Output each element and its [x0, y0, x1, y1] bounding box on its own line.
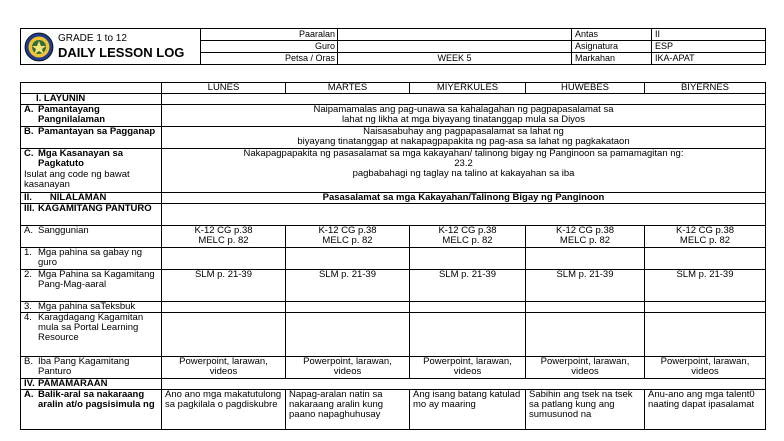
- pamantayan-pagganap-row: [21, 127, 766, 149]
- balik-aral-cell-martes: Napag-aralan natin sa nakaraang aralin kung paano napaghuhusay: [286, 390, 410, 430]
- slm-cell-miyerkules: SLM p. 21-39: [410, 270, 526, 302]
- karagdagang-cell: [410, 313, 526, 357]
- gabay-cell: [645, 248, 766, 270]
- day-header-row: [21, 83, 766, 94]
- teksbuk-row: [21, 302, 766, 313]
- deped-seal-icon: [24, 32, 54, 62]
- kasanayan-content: Nakapagpapakita ng pasasalamat sa mga kakayahan/ talinong bigay ng Panginoon sa pamamagitan ng: 23.2 pagbabahagi ng taglay na talino at kakayahan sa iba: [162, 149, 766, 193]
- balik-aral-cell-huwebes: Sabihin ang tsek na tsek sa patlang kung ang sumusunod na: [526, 390, 645, 430]
- paaralan-value: [338, 29, 572, 41]
- paaralan-label: Paaralan: [201, 29, 338, 41]
- guro-label: Guro: [201, 41, 338, 53]
- iba-pang-cell-biyernes: Powerpoint, larawan, videos: [645, 357, 766, 379]
- iba-pang-cell-miyerkules: Powerpoint, larawan, videos: [410, 357, 526, 379]
- iba-pang-cell-lunes: Powerpoint, larawan, videos: [162, 357, 286, 379]
- section-layunin-blank: [162, 94, 766, 105]
- sanggunian-row: [21, 226, 766, 248]
- kagamitang-blank: [162, 204, 766, 226]
- kasanayan-row: [21, 149, 766, 193]
- day-lunes: LUNES: [162, 83, 286, 94]
- section-kagamitang: III. KAGAMITANG PANTURO: [21, 204, 162, 226]
- section-nilalaman: II. NILALAMAN: [21, 193, 162, 204]
- markahan-label: Markahan: [572, 53, 652, 65]
- nilalaman-row: [21, 193, 766, 204]
- grade-range: GRADE 1 to 12: [58, 33, 127, 44]
- pamamaraan-blank: [162, 379, 766, 390]
- karagdagang-cell: [162, 313, 286, 357]
- asignatura-label: Asignatura: [572, 41, 652, 53]
- karagdagang-cell: [645, 313, 766, 357]
- section-layunin: I. LAYUNIN: [21, 94, 162, 105]
- pamantayang-nilalaman-content: Naipamamalas ang pag-unawa sa kahalagahan ng pagpapasalamat sa lahat ng likha at mga biyayang tinatanggap mula sa Diyos: [162, 105, 766, 127]
- day-biyernes: BIYERNES: [645, 83, 766, 94]
- teksbuk-cell: [410, 302, 526, 313]
- sanggunian-cell-martes: K-12 CG p.38 MELC p. 82: [286, 226, 410, 248]
- balik-aral-row: [21, 390, 766, 430]
- lesson-log-table: [20, 82, 766, 430]
- karagdagang-row: [21, 313, 766, 357]
- nilalaman-content: Pasasalamat sa mga Kakayahan/Talinong Bigay ng Panginoon: [162, 193, 766, 204]
- antas-label: Antas: [572, 29, 652, 41]
- teksbuk-cell: [162, 302, 286, 313]
- day-martes: MARTES: [286, 83, 410, 94]
- header-table: [20, 28, 766, 65]
- teksbuk-cell: [286, 302, 410, 313]
- teksbuk-cell: [526, 302, 645, 313]
- balik-aral-label: A. Balik-aral sa nakaraang aralin at/o pagsisimula ng: [21, 390, 162, 430]
- sanggunian-cell-miyerkules: K-12 CG p.38 MELC p. 82: [410, 226, 526, 248]
- section-layunin-row: [21, 94, 766, 105]
- karagdagang-label: 4. Karagdagang Kagamitan mula sa Portal Learning Resource: [21, 313, 162, 357]
- kagamitan-mag-aaral-row: [21, 270, 766, 302]
- slm-cell-huwebes: SLM p. 21-39: [526, 270, 645, 302]
- iba-pang-label: B. Iba Pang Kagamitang Panturo: [21, 357, 162, 379]
- balik-aral-cell-miyerkules: Ang isang batang katulad mo ay maaring: [410, 390, 526, 430]
- pamantayan-pagganap-content: Naisasabuhay ang pagpapasalamat sa lahat ng biyayang tinatanggap at nakapagpapakita ng pag-asa sa lahat ng pagkakataon: [162, 127, 766, 149]
- pamantayan-pagganap-label: B. Pamantayan sa Pagganap: [21, 127, 162, 149]
- petsa-value: WEEK 5: [338, 53, 572, 65]
- gabay-cell: [526, 248, 645, 270]
- sanggunian-cell-lunes: K-12 CG p.38 MELC p. 82: [162, 226, 286, 248]
- karagdagang-cell: [526, 313, 645, 357]
- slm-cell-lunes: SLM p. 21-39: [162, 270, 286, 302]
- teksbuk-label: 3. Mga pahina saTeksbuk: [21, 302, 162, 313]
- balik-aral-cell-lunes: Ano ano mga makatutulong sa pagkilala o pagdiskubre: [162, 390, 286, 430]
- teksbuk-cell: [645, 302, 766, 313]
- kagamitang-row: [21, 204, 766, 226]
- section-pamamaraan: IV. PAMAMARAAN: [21, 379, 162, 390]
- iba-pang-cell-martes: Powerpoint, larawan, videos: [286, 357, 410, 379]
- kasanayan-label: C. Mga Kasanayan sa Pagkatuto Isulat ang code ng bawat kasanayan: [21, 149, 162, 193]
- pamantayang-nilalaman-label: A. Pamantayang Pangnilalaman: [21, 105, 162, 127]
- day-miyerkules: MIYERKULES: [410, 83, 526, 94]
- karagdagang-cell: [286, 313, 410, 357]
- kasanayan-note: Isulat ang code ng bawat kasanayan: [24, 169, 130, 190]
- antas-value: II: [652, 29, 766, 41]
- gabay-label: 1. Mga pahina sa gabay ng guro: [21, 248, 162, 270]
- petsa-label: Petsa / Oras: [201, 53, 338, 65]
- sanggunian-cell-biyernes: K-12 CG p.38 MELC p. 82: [645, 226, 766, 248]
- sanggunian-cell-huwebes: K-12 CG p.38 MELC p. 82: [526, 226, 645, 248]
- pamantayang-nilalaman-row: [21, 105, 766, 127]
- iba-pang-cell-huwebes: Powerpoint, larawan, videos: [526, 357, 645, 379]
- gabay-cell: [410, 248, 526, 270]
- gabay-cell: [286, 248, 410, 270]
- balik-aral-cell-biyernes: Anu-ano ang mga talent0 naating dapat ipasalamat: [645, 390, 766, 430]
- kagamitan-mag-aaral-label: 2. Mga Pahina sa Kagamitang Pang-Mag-aaral: [21, 270, 162, 302]
- document-title: DAILY LESSON LOG: [58, 45, 185, 60]
- iba-pang-row: [21, 357, 766, 379]
- asignatura-value: ESP: [652, 41, 766, 53]
- slm-cell-biyernes: SLM p. 21-39: [645, 270, 766, 302]
- gabay-cell: [162, 248, 286, 270]
- gabay-row: [21, 248, 766, 270]
- sanggunian-label: A. Sanggunian: [21, 226, 162, 248]
- markahan-value: IKA-APAT: [652, 53, 766, 65]
- slm-cell-martes: SLM p. 21-39: [286, 270, 410, 302]
- guro-value: [338, 41, 572, 53]
- day-huwebes: HUWEBES: [526, 83, 645, 94]
- header-logo-cell: [21, 29, 201, 65]
- pamamaraan-row: [21, 379, 766, 390]
- day-header-blank: [21, 83, 162, 94]
